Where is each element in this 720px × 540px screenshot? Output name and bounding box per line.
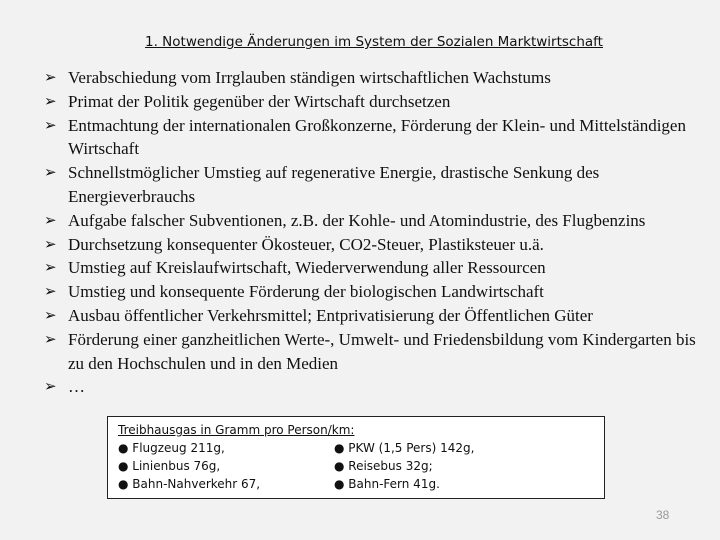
list-item	[44, 233, 704, 257]
slide-title: 1. Notwendige Änderungen im System der Sozialen Marktwirtschaft	[145, 34, 603, 50]
bullet-list	[44, 66, 704, 399]
arrow-bullet-icon: ➢	[44, 258, 57, 277]
arrow-bullet-icon: ➢	[44, 68, 57, 86]
arrow-bullet-icon: ➢	[44, 329, 57, 348]
emissions-infobox	[107, 416, 605, 499]
list-item	[44, 375, 704, 399]
list-item	[44, 66, 704, 90]
list-item	[44, 256, 704, 280]
arrow-bullet-icon: ➢	[44, 377, 57, 396]
list-item	[44, 90, 704, 114]
infobox-cell: ● Linienbus 76g,	[118, 459, 221, 473]
infobox-cell: ● Flugzeug 211g,	[118, 441, 225, 455]
infobox-cell: ● Reisebus 32g;	[334, 459, 433, 473]
arrow-bullet-icon: ➢	[44, 305, 57, 324]
list-item-text: Primat der Politik gegenüber der Wirtschaft durchsetzen	[68, 91, 451, 111]
arrow-bullet-icon: ➢	[44, 282, 57, 301]
list-item-text: Verabschiedung vom Irrglauben ständigen wirtschaftlichen Wachstums	[68, 68, 551, 87]
arrow-bullet-icon: ➢	[44, 210, 57, 229]
list-item-text: Durchsetzung konsequenter Ökosteuer, CO2-Steuer, Plastiksteuer u.ä.	[68, 234, 544, 254]
list-item	[44, 304, 704, 328]
arrow-bullet-icon: ➢	[44, 91, 57, 110]
list-item	[44, 114, 704, 162]
list-item-text: Aufgabe falscher Subventionen, z.B. der Kohle- und Atomindustrie, des Flugbenzins	[68, 210, 646, 230]
list-item-text: Umstieg und konsequente Förderung der biologischen Landwirtschaft	[68, 282, 544, 302]
list-item-text: Ausbau öffentlicher Verkehrsmittel; Entprivatisierung der Öffentlichen Güter	[68, 305, 593, 325]
infobox-cell: ● PKW (1,5 Pers) 142g,	[334, 441, 475, 455]
list-item-text: Schnellstmöglicher Umstieg auf regenerative Energie, drastische Senkung des Energieverbrauchs	[68, 163, 600, 206]
infobox-cell: ● Bahn-Nahverkehr 67,	[118, 477, 261, 491]
list-item-text: Förderung einer ganzheitlichen Werte-, Umwelt- und Friedensbildung vom Kindergarten bis zu den Hochschulen und in den Medien	[68, 329, 696, 373]
infobox-row	[118, 439, 604, 457]
infobox-title: Treibhausgas in Gramm pro Person/km:	[118, 423, 355, 437]
list-item	[44, 280, 704, 304]
list-item-text: …	[68, 377, 85, 397]
list-item	[44, 161, 704, 209]
infobox-row	[118, 457, 604, 475]
list-item	[44, 328, 704, 376]
arrow-bullet-icon: ➢	[44, 163, 57, 182]
infobox-cell: ● Bahn-Fern 41g.	[334, 477, 440, 491]
arrow-bullet-icon: ➢	[44, 115, 57, 134]
list-item	[44, 209, 704, 233]
list-item-text: Umstieg auf Kreislaufwirtschaft, Wiederverwendung aller Ressourcen	[68, 258, 546, 278]
list-item-text: Entmachtung der internationalen Großkonzerne, Förderung der Klein- und Mittelständigen Wirtschaft	[68, 115, 686, 159]
infobox-row	[118, 475, 604, 493]
page-number: 38	[656, 508, 670, 522]
arrow-bullet-icon: ➢	[44, 234, 57, 253]
